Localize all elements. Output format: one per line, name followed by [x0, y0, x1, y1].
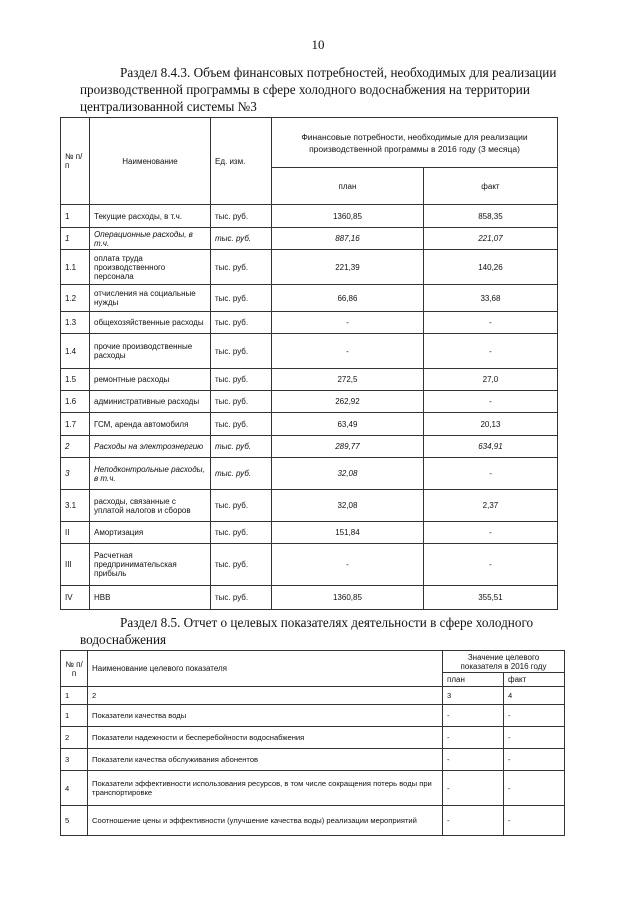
col-header-value: Значение целевого показателя в 2016 году [443, 651, 565, 673]
row-name: Расчетная предпринимательская прибыль [90, 544, 211, 586]
row-num: 1.3 [61, 312, 90, 334]
row-plan: - [272, 544, 424, 586]
row-fact: 221,07 [423, 228, 557, 250]
row-num: 1 [61, 687, 88, 705]
row-fact: - [423, 391, 557, 413]
col-header-num: № п/п [61, 118, 90, 205]
row-plan: 63,49 [272, 413, 424, 436]
col-header-name: Наименование [90, 118, 211, 205]
row-num: 1.5 [61, 369, 90, 391]
row-name: Амортизация [90, 522, 211, 544]
row-fact: 634,91 [423, 436, 557, 458]
section-8-4-3-heading [80, 64, 570, 115]
row-fact: - [504, 727, 565, 749]
row-fact: - [504, 749, 565, 771]
row-plan: 887,16 [272, 228, 424, 250]
row-plan: - [443, 705, 504, 727]
row-plan: - [443, 806, 504, 836]
table-row [61, 806, 565, 836]
row-fact: 20,13 [423, 413, 557, 436]
row-fact: - [423, 522, 557, 544]
heading-line: Раздел 8.4.3. Объем финансовых потребностей, необходимых для реализации [120, 65, 557, 80]
row-fact: - [423, 544, 557, 586]
table-row [61, 369, 558, 391]
col-header-num: № п/п [61, 651, 88, 687]
row-fact: 4 [504, 687, 565, 705]
row-unit: тыс. руб. [211, 250, 272, 285]
col-header-fact: факт [423, 168, 557, 205]
row-name: Показатели качества воды [88, 705, 443, 727]
row-plan: 32,08 [272, 490, 424, 522]
row-plan: 3 [443, 687, 504, 705]
row-plan: - [443, 727, 504, 749]
col-header-name: Наименование целевого показателя [88, 651, 443, 687]
table-row [61, 312, 558, 334]
row-unit: тыс. руб. [211, 458, 272, 490]
table-row [61, 334, 558, 369]
row-plan: 66,86 [272, 285, 424, 312]
table-row [61, 749, 565, 771]
row-num: 1 [61, 228, 90, 250]
row-name: НВВ [90, 586, 211, 610]
row-num: III [61, 544, 90, 586]
col-header-plan: план [443, 673, 504, 687]
row-num: 1.1 [61, 250, 90, 285]
table-row [61, 490, 558, 522]
row-num: 3 [61, 749, 88, 771]
table-row [61, 250, 558, 285]
financial-needs-table [60, 117, 558, 610]
row-unit: тыс. руб. [211, 391, 272, 413]
heading-line: централизованной системы №3 [80, 99, 257, 114]
row-name: Показатели надежности и бесперебойности водоснабжения [88, 727, 443, 749]
row-plan: 1360,85 [272, 205, 424, 228]
heading-line: Раздел 8.5. Отчет о целевых показателях деятельности в сфере холодного [120, 615, 534, 630]
row-plan: - [272, 312, 424, 334]
table-row [61, 544, 558, 586]
row-plan: 272,5 [272, 369, 424, 391]
row-plan: 32,08 [272, 458, 424, 490]
row-unit: тыс. руб. [211, 522, 272, 544]
row-unit: тыс. руб. [211, 312, 272, 334]
row-unit: тыс. руб. [211, 285, 272, 312]
row-num: 5 [61, 806, 88, 836]
heading-line: водоснабжения [80, 632, 167, 647]
row-plan: - [443, 771, 504, 806]
row-name: общехозяйственные расходы [90, 312, 211, 334]
table-row [61, 285, 558, 312]
row-num: 3 [61, 458, 90, 490]
table-row [61, 205, 558, 228]
row-plan: 1360,85 [272, 586, 424, 610]
row-num: 1 [61, 205, 90, 228]
table-row [61, 586, 558, 610]
col-header-plan: план [272, 168, 424, 205]
row-num: 1.6 [61, 391, 90, 413]
row-fact: 858,35 [423, 205, 557, 228]
row-name: ГСМ, аренда автомобиля [90, 413, 211, 436]
table-row [61, 771, 565, 806]
row-name: Показатели качества обслуживания абонентов [88, 749, 443, 771]
heading-line: производственной программы в сфере холодного водоснабжения на территории [80, 82, 530, 97]
row-fact: - [423, 458, 557, 490]
row-name: ремонтные расходы [90, 369, 211, 391]
row-unit: тыс. руб. [211, 413, 272, 436]
table-row [61, 228, 558, 250]
row-name: Соотношение цены и эффективности (улучшение качества воды) реализации мероприятий [88, 806, 443, 836]
row-name: 2 [88, 687, 443, 705]
row-fact: 2,37 [423, 490, 557, 522]
table-row [61, 458, 558, 490]
row-num: 1.2 [61, 285, 90, 312]
col-header-financial: Финансовые потребности, необходимые для реализации производственной программы в 2016 году (3 месяца) [272, 118, 558, 168]
row-plan: 289,77 [272, 436, 424, 458]
row-num: II [61, 522, 90, 544]
row-fact: - [504, 771, 565, 806]
row-name: Расходы на электроэнергию [90, 436, 211, 458]
row-fact: - [423, 334, 557, 369]
row-unit: тыс. руб. [211, 205, 272, 228]
row-unit: тыс. руб. [211, 490, 272, 522]
table-row [61, 727, 565, 749]
row-unit: тыс. руб. [211, 544, 272, 586]
row-fact: - [504, 806, 565, 836]
row-plan: 221,39 [272, 250, 424, 285]
section-8-5-heading [80, 614, 570, 648]
table-row [61, 705, 565, 727]
row-name: Неподконтрольные расходы, в т.ч. [90, 458, 211, 490]
page-number: 10 [311, 37, 325, 52]
row-num: 1.7 [61, 413, 90, 436]
row-name: Операционные расходы, в т.ч. [90, 228, 211, 250]
row-unit: тыс. руб. [211, 369, 272, 391]
row-unit: тыс. руб. [211, 334, 272, 369]
table-row [61, 391, 558, 413]
row-num: 4 [61, 771, 88, 806]
row-name: оплата труда производственного персонала [90, 250, 211, 285]
row-fact: 33,68 [423, 285, 557, 312]
row-num: 1.4 [61, 334, 90, 369]
row-num: IV [61, 586, 90, 610]
row-fact: 27,0 [423, 369, 557, 391]
row-plan: - [443, 749, 504, 771]
table-row [61, 436, 558, 458]
row-name: Текущие расходы, в т.ч. [90, 205, 211, 228]
row-fact: - [504, 705, 565, 727]
row-name: расходы, связанные с уплатой налогов и сборов [90, 490, 211, 522]
row-num: 3.1 [61, 490, 90, 522]
row-name: отчисления на социальные нужды [90, 285, 211, 312]
table-row [61, 687, 565, 705]
row-fact: - [423, 312, 557, 334]
row-num: 1 [61, 705, 88, 727]
row-num: 2 [61, 727, 88, 749]
row-fact: 355,51 [423, 586, 557, 610]
target-indicators-table [60, 650, 565, 836]
row-name: прочие производственные расходы [90, 334, 211, 369]
row-plan: - [272, 334, 424, 369]
row-plan: 262,92 [272, 391, 424, 413]
row-unit: тыс. руб. [211, 586, 272, 610]
row-name: административные расходы [90, 391, 211, 413]
row-fact: 140,26 [423, 250, 557, 285]
row-plan: 151,84 [272, 522, 424, 544]
table-row [61, 413, 558, 436]
row-name: Показатели эффективности использования ресурсов, в том числе сокращения потерь воды при транспортировке [88, 771, 443, 806]
row-unit: тыс. руб. [211, 228, 272, 250]
col-header-unit: Ед. изм. [211, 118, 272, 205]
row-unit: тыс. руб. [211, 436, 272, 458]
row-num: 2 [61, 436, 90, 458]
table-row [61, 522, 558, 544]
col-header-fact: факт [504, 673, 565, 687]
